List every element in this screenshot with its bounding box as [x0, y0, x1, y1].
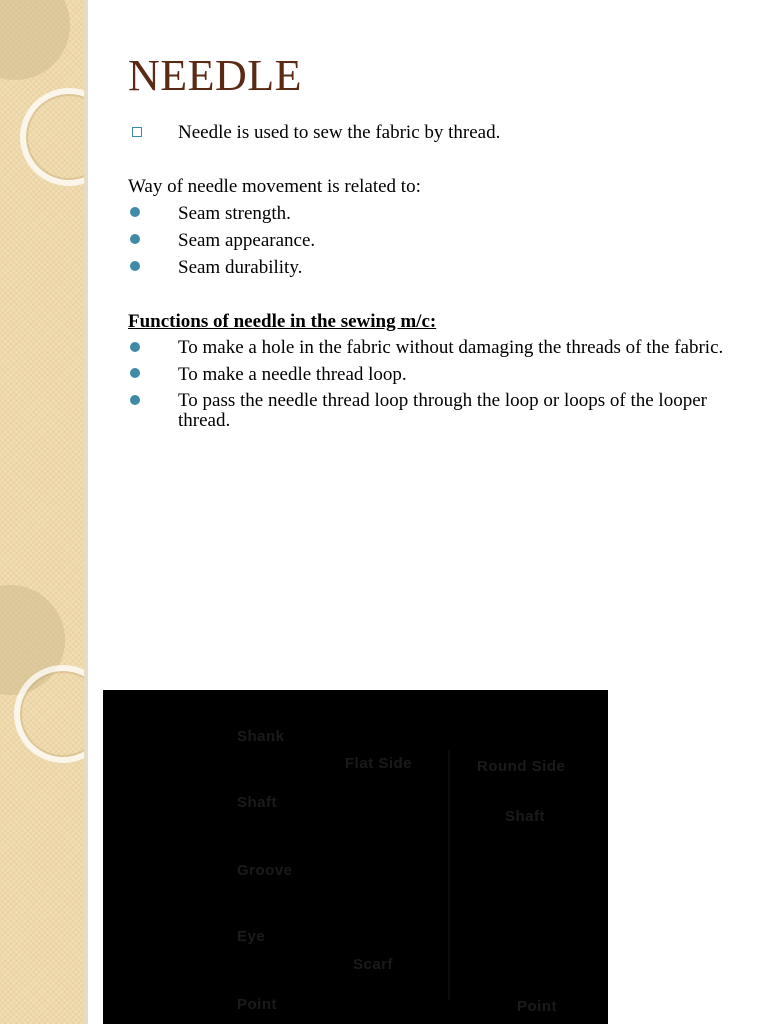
intro-bullet-row: [128, 122, 748, 144]
label-point-right: Point: [517, 998, 557, 1015]
label-shaft-right: Shaft: [505, 808, 545, 825]
function-item-text: To make a needle thread loop.: [178, 364, 407, 385]
list-item: [128, 364, 748, 386]
side-strip-edge: [84, 0, 88, 1024]
circle-bullet-icon: [130, 234, 140, 244]
circle-bullet-icon: [130, 342, 140, 352]
diagram-divider: [448, 750, 450, 1000]
list-item: [128, 391, 748, 431]
movement-item-text: Seam durability.: [178, 257, 303, 278]
label-groove: Groove: [237, 862, 293, 879]
label-flat-side: Flat Side: [345, 755, 413, 772]
decor-disc: [0, 0, 70, 80]
slide-content: [128, 122, 748, 431]
decorative-side-strip: [0, 0, 84, 1024]
square-bullet-icon: [132, 127, 142, 137]
needle-diagram: [103, 690, 608, 1024]
list-item: [128, 338, 748, 358]
label-scarf: Scarf: [353, 956, 394, 973]
circle-bullet-icon: [130, 261, 140, 271]
list-item: [128, 203, 748, 225]
label-round-side: Round Side: [477, 758, 566, 775]
movement-heading-text: Way of needle movement is related to:: [128, 176, 421, 197]
functions-heading: [128, 311, 748, 333]
label-eye: Eye: [237, 928, 266, 945]
movement-item-text: Seam strength.: [178, 203, 291, 224]
functions-heading-text: Functions of needle in the sewing m/c:: [128, 311, 437, 332]
function-item-text: To pass the needle thread loop through the loop or loops of the looper thread.: [178, 390, 707, 431]
slide-title: NEEDLE: [128, 51, 303, 100]
label-shank: Shank: [237, 728, 285, 745]
movement-heading: [128, 176, 748, 198]
label-point-left: Point: [237, 996, 277, 1013]
intro-bullet-text: Needle is used to sew the fabric by thread.: [178, 122, 501, 143]
list-item: [128, 230, 748, 252]
function-item-text: To make a hole in the fabric without damaging the threads of the fabric.: [178, 337, 724, 358]
circle-bullet-icon: [130, 395, 140, 405]
movement-item-text: Seam appearance.: [178, 230, 316, 251]
list-item: [128, 257, 748, 279]
decor-ring: [20, 88, 84, 186]
circle-bullet-icon: [130, 207, 140, 217]
circle-bullet-icon: [130, 368, 140, 378]
label-shaft-left: Shaft: [237, 794, 277, 811]
